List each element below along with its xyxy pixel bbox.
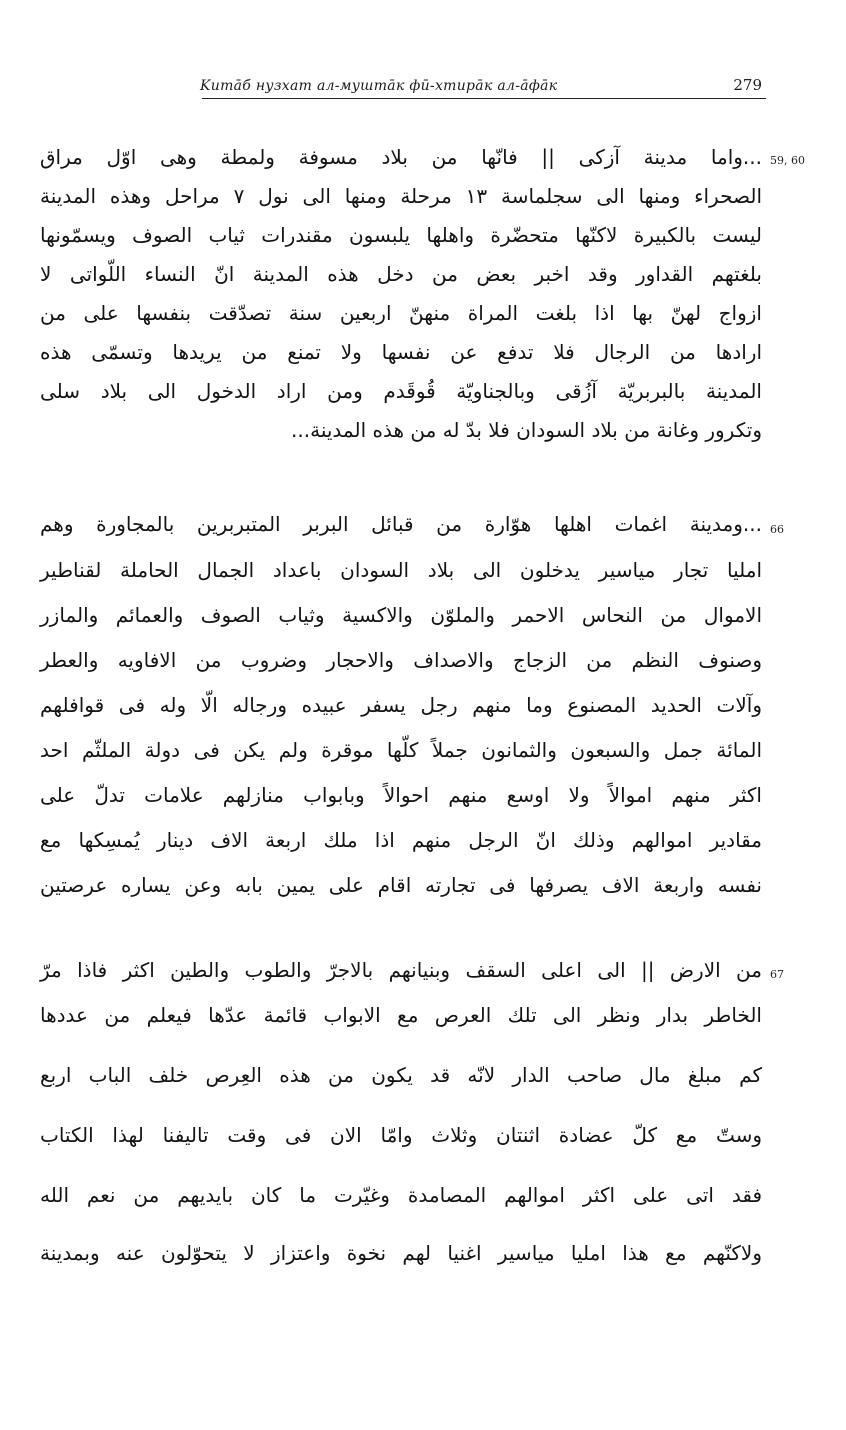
text-line-21: وستّ مع كلّ عضادة اثنتان وثلاث وامّا الان فى وقت تاليفنا لهذا الكتاب <box>40 1123 762 1147</box>
text-line-23: ولاكنّهم مع هذا امليا مياسير اغنيا لهم نخوة واعتزاز لا يتحوّلون عنه وبمدينة <box>40 1241 762 1265</box>
text-line-12: وصنوف النظم من الزجاج والاصداف والاحجار وضروب من الافاويه والعطر <box>40 648 762 672</box>
text-line-17: نفسه واربعة الاف يصرفها فى تجارته اقام على يمين بابه وعن يساره عرصتين <box>40 873 762 897</box>
running-header <box>40 76 766 102</box>
text-line-3: ليست بالكبيرة لاكنّها متحضّرة واهلها يلبسون مقندرات ثياب الصوف ويسمّونها <box>40 223 762 247</box>
text-line-14: المائة جمل والسبعون والثمانون جملاً كلّها موقرة ولم يكن فى دولة الملثّم احد <box>40 738 762 762</box>
text-line-11: الاموال من النحاس الاحمر والملوّن والاكسية وثياب الصوف والعمائم والمازر <box>40 603 762 627</box>
text-line-15: اكثر منهم اموالاً ولا اوسع منهم احوالاً وبابواب منازلهم علامات تدلّ على <box>40 783 762 807</box>
text-line-18: من الارض || الى اعلى السقف وبنيانهم بالاجرّ والطوب والطين اكثر فاذا مرّ <box>40 958 762 982</box>
text-line-2: الصحراء ومنها الى سجلماسة ١٣ مرحلة ومنها الى نول ٧ مراحل وهذه المدينة <box>40 184 762 208</box>
margin-note-59-60: 59, 60 <box>770 154 805 167</box>
text-line-7: المدينة بالبربريّة آزُقى وبالجناويّة قُوقَدم ومن اراد الدخول الى بلاد سلى <box>40 379 762 403</box>
margin-note-66: 66 <box>770 523 784 536</box>
text-line-5: ازواج لهنّ بها اذا بلغت المراة منهنّ اربعين سنة تصدّقت بنفسها على من <box>40 301 762 325</box>
margin-note-67: 67 <box>770 968 784 981</box>
text-line-22: فقد اتى على اكثر اموالهم المصامدة وغيّرت ما كان بايديهم من نعم الله <box>40 1183 762 1207</box>
page-number: 279 <box>733 76 762 94</box>
text-line-10: امليا تجار مياسير يدخلون الى بلاد السودان باعداد الجمال الحاملة لقناطير <box>40 558 762 582</box>
text-line-1: ...واما مدينة آزكى || فانّها من بلاد مسوفة ولمطة وهى اوّل مراق <box>40 145 762 169</box>
text-line-6: ارادها من الرجال فلا تدفع عن نفسها ولا تمنع من يريدها وتسمّى هذه <box>40 340 762 364</box>
text-line-8: وتكرور وغانة من بلاد السودان فلا بدّ له من هذه المدينة... <box>291 418 762 442</box>
running-title: Kитāб нузхат ал-муштāк фӣ-хтирāк ал-āфāк <box>200 78 558 94</box>
text-line-4: بلغتهم القداور وقد اخبر بعض من دخل هذه المدينة انّ النساء اللّواتى لا <box>40 262 762 286</box>
text-line-9: ...ومدينة اغمات اهلها هوّارة من قبائل البربر المتبربرين بالمجاورة وهم <box>40 512 762 536</box>
text-line-20: كم مبلغ مال صاحب الدار لانّه قد يكون من هذه العِرص خلف الباب اربع <box>40 1063 762 1087</box>
header-rule <box>202 98 766 99</box>
text-line-19: الخاطر بدار ونظر الى تلك العرص مع الابواب قائمة عدّها فيعلم من عددها <box>40 1003 762 1027</box>
text-line-16: مقادير اموالهم وذلك انّ الرجل منهم اذا ملك اربعة الاف دينار يُمسِكها مع <box>40 828 762 852</box>
text-line-13: وآلات الحديد المصنوع وما منهم رجل يسفر عبيده ورجاله الّا وله فى قوافلهم <box>40 693 762 717</box>
